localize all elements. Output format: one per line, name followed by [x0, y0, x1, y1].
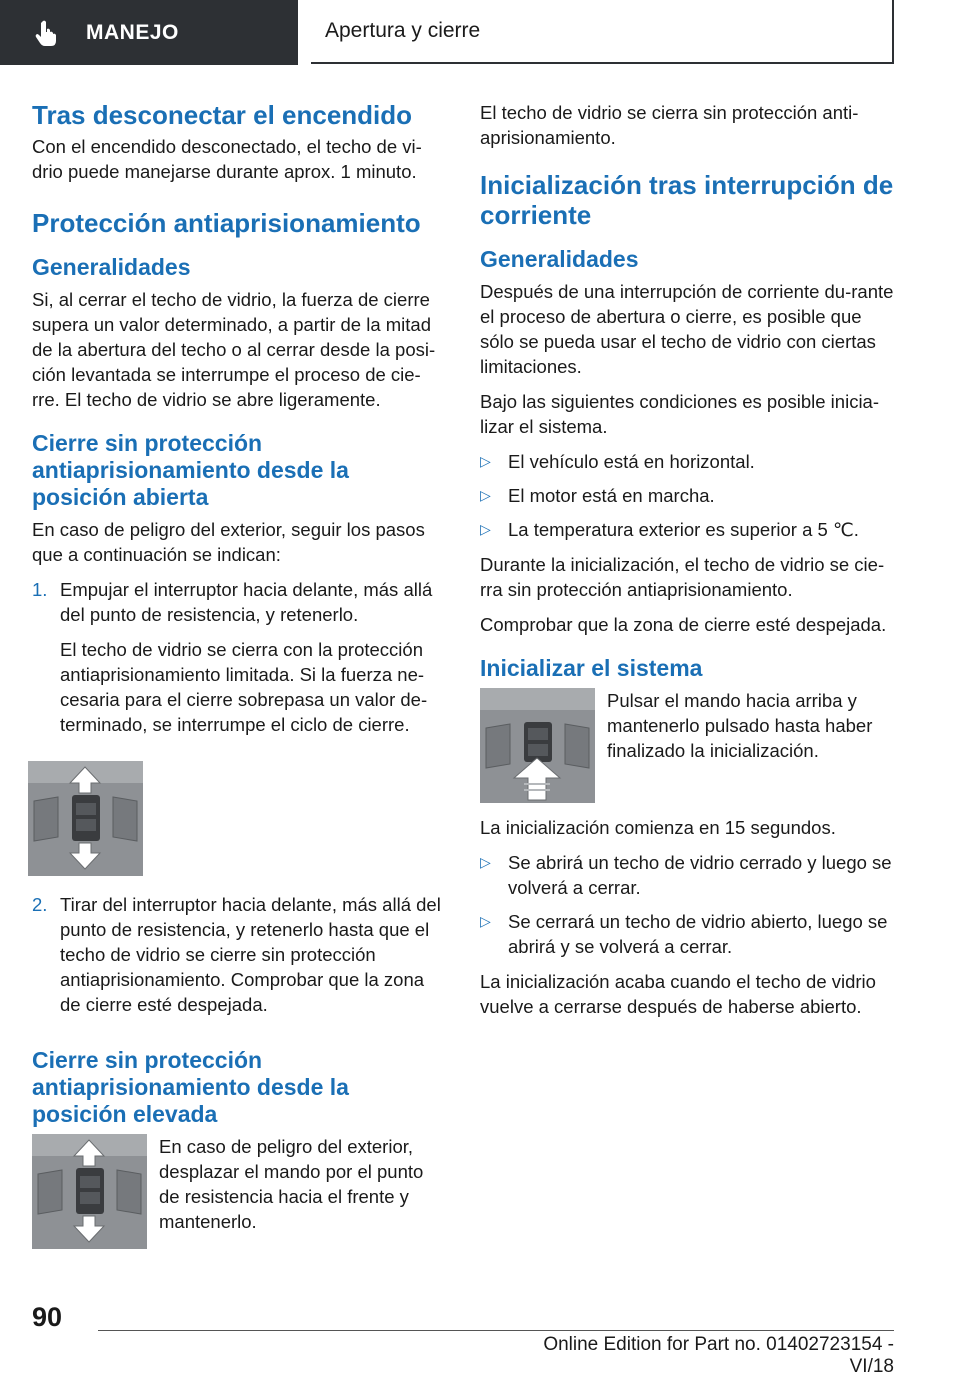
triangle-bullet-icon: ▷: [480, 521, 491, 537]
steps-list: [32, 577, 447, 747]
step-item: [32, 892, 447, 1027]
text-generalidades-right-2: Bajo las siguientes condiciones es posible inicia-lizar el sistema.: [480, 391, 880, 437]
text-intro-right: El techo de vidrio se cierra sin protección anti-aprisionamiento.: [480, 102, 859, 148]
cierre-elevada-block: [32, 1134, 447, 1249]
triangle-bullet-icon: ▷: [480, 487, 491, 503]
heading-proteccion: Protección antiaprisionamiento: [32, 208, 421, 238]
text-comienza: La inicialización comienza en 15 segundos.: [480, 817, 836, 838]
switch-press-up-illustration: [480, 688, 595, 803]
section-tab: [0, 0, 298, 65]
init-steps-list: [480, 850, 895, 959]
list-item: ▷ Se cerrará un techo de vidrio abierto, luego se abrirá y se volverá a cerrar.: [480, 911, 888, 957]
heading-cierre-abierta: Cierre sin protección antiaprisionamiento desde la posición abierta: [32, 430, 349, 510]
section-title: MANEJO: [86, 20, 179, 44]
inicializar-block: [480, 688, 895, 803]
triangle-bullet-icon: ▷: [480, 453, 491, 469]
heading-generalidades-right: Generalidades: [480, 246, 639, 272]
edition-text: Online Edition for Part no. 01402723154 - VI/18: [543, 1334, 894, 1377]
steps-list-continued: [32, 892, 447, 1027]
heading-cierre-elevada: Cierre sin protección antiaprisionamiento desde la posición elevada: [32, 1047, 349, 1127]
list-item: ▷ El vehículo está en horizontal.: [480, 451, 755, 472]
text-tras-desconectar: Con el encendido desconectado, el techo de vi-drio puede manejarse durante aprox. 1 minuto.: [32, 136, 422, 182]
step-note: El techo de vidrio se cierra con la protección antiaprisionamiento limitada. Si la fuerza ne-cesaria para el cierre sobrepasa un valor de-terminado, se interrumpe el ciclo de cierre.: [60, 639, 428, 735]
heading-tras-desconectar: Tras desconectar el encendido: [32, 100, 413, 130]
heading-generalidades-left: Generalidades: [32, 254, 191, 280]
conditions-list: [480, 449, 895, 542]
list-item: ▷ La temperatura exterior es superior a 5 ℃.: [480, 519, 859, 540]
left-column: [32, 100, 447, 1261]
right-column: [480, 100, 895, 1029]
page-number: 90: [32, 1302, 63, 1332]
hand-pointer-icon: [34, 18, 64, 48]
step-number: 2.: [32, 894, 48, 915]
list-item: ▷ Se abrirá un techo de vidrio cerrado y luego se volverá a cerrar.: [480, 852, 892, 898]
step-item: [32, 577, 447, 747]
text-pulsar: Pulsar el mando hacia arriba y mantenerlo pulsado hasta haber finalizado la inicialización.: [607, 690, 873, 761]
list-item: ▷ El motor está en marcha.: [480, 485, 715, 506]
footer-divider: [98, 1330, 894, 1331]
text-cierre-elevada: En caso de peligro del exterior, desplazar el mando por el punto de resistencia hacia el frente y mantenerlo.: [159, 1136, 424, 1232]
footer-edition: [500, 1334, 894, 1378]
chapter-title: Apertura y cierre: [325, 19, 481, 42]
triangle-bullet-icon: ▷: [480, 854, 491, 870]
step-number: 1.: [32, 579, 48, 600]
heading-inicializar: Inicializar el sistema: [480, 655, 703, 681]
switch-push-illustration: [28, 761, 143, 876]
text-cierre-abierta: En caso de peligro del exterior, seguir los pasos que a continuación se indican:: [32, 519, 425, 565]
text-comprobar: Comprobar que la zona de cierre esté despejada.: [480, 614, 887, 635]
switch-push-illustration: [32, 1134, 147, 1249]
chapter-tab: [311, 0, 894, 64]
step-text: Tirar del interruptor hacia delante, más allá del punto de resistencia, y retenerlo hasta que el techo de vidrio se cierre sin protección antiaprisionamiento. Comprobar que la zona de cierre esté despejada.: [60, 894, 441, 1015]
step-text: Empujar el interruptor hacia delante, más allá del punto de resistencia, y retenerlo.: [60, 579, 433, 625]
text-durante: Durante la inicialización, el techo de vidrio se cie-rra sin protección antiaprisionamiento.: [480, 554, 885, 600]
text-generalidades-left: Si, al cerrar el techo de vidrio, la fuerza de cierre supera un valor determinado, a partir de la mitad de la abertura del techo o al cerrar desde la posi-ción levantada se interrumpe el proceso de cie-rre. El techo de vidrio se abre ligeramente.: [32, 289, 436, 410]
text-acaba: La inicialización acaba cuando el techo de vidrio vuelve a cerrarse después de haberse abierto.: [480, 971, 876, 1017]
heading-inicializacion: Inicialización tras interrupción de corriente: [480, 170, 894, 230]
text-generalidades-right-1: Después de una interrupción de corriente du-rante el proceso de abertura o cierre, es posible que sólo se pueda usar el techo de vidrio con ciertas limitaciones.: [480, 281, 894, 377]
triangle-bullet-icon: ▷: [480, 913, 491, 929]
